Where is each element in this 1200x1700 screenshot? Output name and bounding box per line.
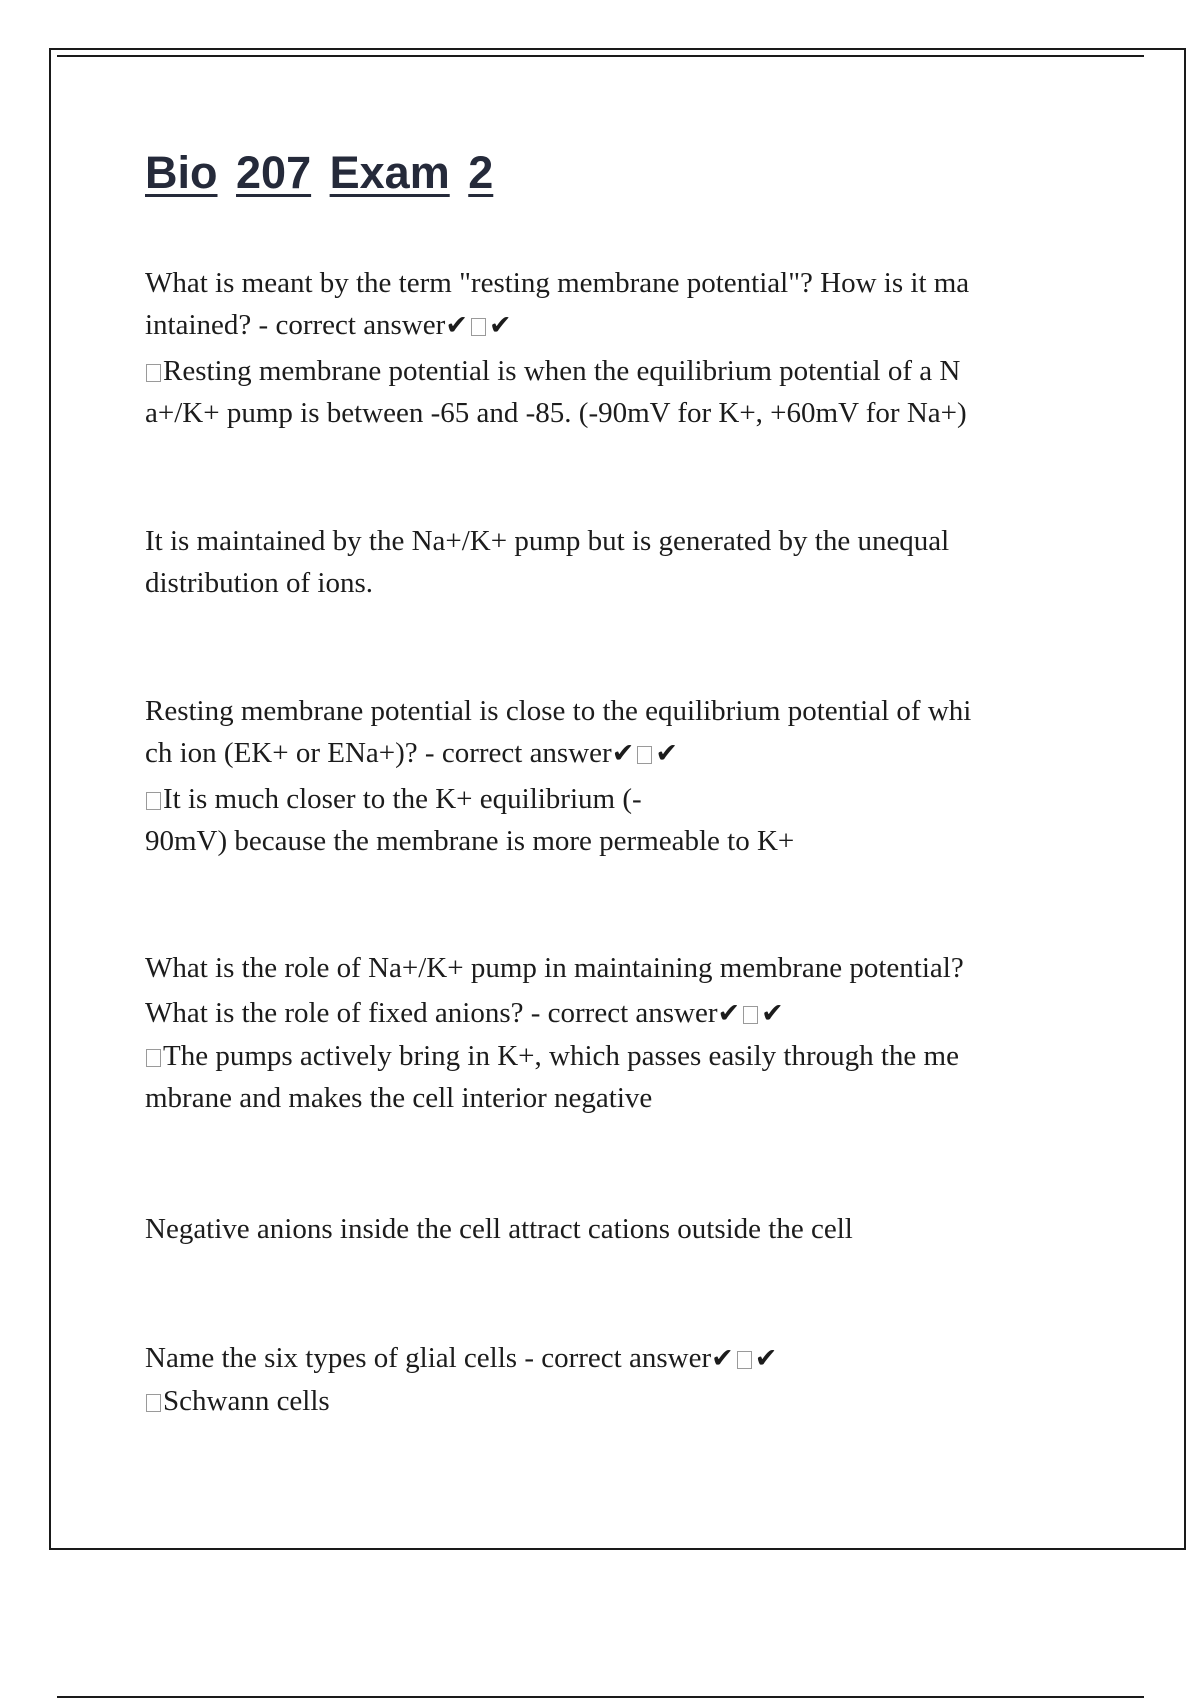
answer-line: mbrane and makes the cell interior negative bbox=[145, 1082, 653, 1114]
question-line bbox=[145, 304, 1095, 347]
paragraph-block-3 bbox=[145, 1208, 1095, 1250]
answer-line bbox=[145, 1380, 1095, 1422]
answer-text: It is much closer to the K+ equilibrium (- bbox=[163, 783, 642, 815]
check-icon: ✔ bbox=[711, 1343, 734, 1374]
title-word: Bio bbox=[145, 147, 218, 198]
title-word: 207 bbox=[236, 147, 312, 198]
question-line: What is the role of Na+/K+ pump in maintaining membrane potential? bbox=[145, 952, 964, 984]
check-icon: ✔ bbox=[445, 310, 468, 341]
answer-text: The pumps actively bring in K+, which passes easily through the me bbox=[163, 1040, 959, 1072]
question-line bbox=[145, 1337, 1095, 1380]
box-glyph-icon bbox=[146, 1049, 161, 1067]
box-glyph-icon bbox=[743, 1006, 758, 1024]
question-line bbox=[145, 992, 1095, 1035]
answer-marker: - correct answer bbox=[417, 737, 612, 769]
paragraph-block-1 bbox=[145, 520, 1095, 604]
page-title bbox=[145, 143, 493, 203]
box-glyph-icon bbox=[737, 1351, 752, 1369]
check-icon: ✔ bbox=[754, 1343, 778, 1374]
answer-line bbox=[145, 350, 1095, 392]
box-glyph-icon bbox=[637, 746, 652, 764]
answer-text: Resting membrane potential is when the equilibrium potential of a N bbox=[163, 355, 961, 387]
question-text: intained? bbox=[145, 309, 252, 341]
question-text: What is the role of fixed anions? bbox=[145, 997, 524, 1029]
answer-marker: - correct answer bbox=[517, 1342, 712, 1374]
paragraph-line: It is maintained by the Na+/K+ pump but is generated by the unequal bbox=[145, 525, 950, 557]
answer-line: 90mV) because the membrane is more permeable to K+ bbox=[145, 825, 795, 857]
check-icon: ✔ bbox=[655, 738, 678, 769]
box-glyph-icon bbox=[146, 364, 161, 382]
box-glyph-icon bbox=[146, 1394, 161, 1412]
qa-block-4 bbox=[145, 1337, 1095, 1422]
answer-marker: - correct answer bbox=[251, 309, 446, 341]
qa-block-2 bbox=[145, 690, 1095, 862]
answer-line bbox=[145, 1035, 1095, 1077]
answer-line: a+/K+ pump is between -65 and -85. (-90mV for K+, +60mV for Na+) bbox=[145, 397, 967, 429]
top-rule bbox=[57, 55, 1144, 57]
box-glyph-icon bbox=[146, 792, 161, 810]
check-icon: ✔ bbox=[488, 310, 512, 341]
answer-marker: - correct answer bbox=[523, 997, 718, 1029]
title-word: 2 bbox=[468, 147, 494, 198]
answer-text: Schwann cells bbox=[163, 1385, 330, 1417]
qa-block-3 bbox=[145, 947, 1095, 1119]
box-glyph-icon bbox=[471, 318, 486, 336]
check-icon: ✔ bbox=[761, 998, 784, 1029]
check-icon: ✔ bbox=[717, 998, 741, 1029]
question-text: Name the six types of glial cells bbox=[145, 1342, 518, 1374]
answer-line bbox=[145, 778, 1095, 820]
question-line: Resting membrane potential is close to the equilibrium potential of whi bbox=[145, 695, 972, 727]
qa-block-1 bbox=[145, 262, 1095, 434]
check-icon: ✔ bbox=[611, 738, 635, 769]
question-text: ch ion (EK+ or ENa+)? bbox=[145, 737, 418, 769]
paragraph-line: distribution of ions. bbox=[145, 567, 373, 599]
title-word: Exam bbox=[329, 147, 450, 198]
question-line: What is meant by the term "resting membrane potential"? How is it ma bbox=[145, 267, 970, 299]
paragraph-line: Negative anions inside the cell attract cations outside the cell bbox=[145, 1213, 853, 1245]
question-line bbox=[145, 732, 1095, 775]
bottom-rule bbox=[57, 1696, 1144, 1698]
